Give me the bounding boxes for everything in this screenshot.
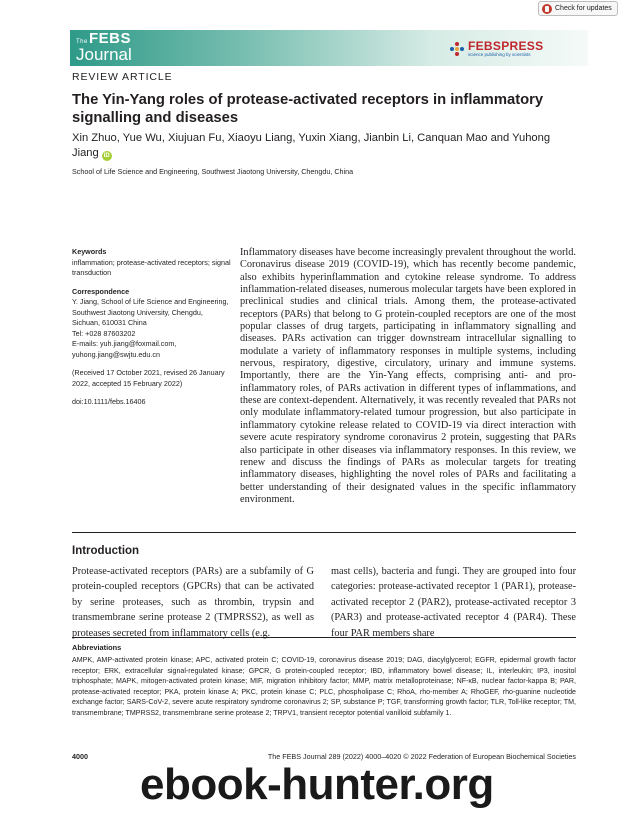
correspondence-tel: Tel: +028 87603202 bbox=[72, 328, 136, 338]
correspondence-address: Y. Jiang, School of Life Science and Engineering, Southwest Jiaotong University, Chengdu, Sichuan, 610031 China bbox=[72, 297, 229, 327]
divider bbox=[72, 637, 576, 638]
introduction-heading: Introduction bbox=[72, 545, 140, 557]
journal-logo bbox=[76, 31, 132, 63]
watermark: ebook-hunter.org bbox=[140, 760, 494, 809]
doi-link[interactable]: doi:10.1111/febs.16406 bbox=[72, 397, 146, 406]
check-for-updates-button[interactable] bbox=[538, 1, 618, 16]
abbreviations-text: AMPK, AMP-activated protein kinase; APC, activated protein C; COVID-19, coronavirus disease 2019; DAG, diacylglycerol; EGFR, epidermal growth factor receptor; ERK, extracellular signal-regulated kinase; GPCR, G protein-coupled receptor; IBD, inflammatory bowel disease; IL, interleukin; IP3, inositol triphosphate; MAPK, mitogen-activated protein kinase; MIF, migration inhibitory factor; MMP, matrix metalloproteinase; NF-κB, nuclear factor-kappa B; PAR, protease-activated receptor; PKA, protein kinase A; PKC, protein kinase C; PLC, phospholipase C; RhoA, rho-member A; RhoGEF, rho-guanine nucleotide exchange factor; SARS-CoV-2, severe acute respiratory syndrome coronavirus 2; SP, substance P; TGF, transforming growth factor; TLR, Toll-like receptor; TM, transmembrane; TMPRSS2, transmembrane serine protease 2; TRPV1, transient receptor potential vanilloid subfamily 1. bbox=[72, 656, 576, 717]
journal-logo-the: The bbox=[76, 39, 88, 45]
author-names: Xin Zhuo, Yue Wu, Xiujuan Fu, Xiaoyu Liang, Yuxin Xiang, Jianbin Li, Canquan Mao and Yuhong Jiang bbox=[72, 132, 551, 159]
orcid-icon[interactable]: iD bbox=[103, 153, 110, 159]
publisher-logo bbox=[450, 40, 543, 58]
publisher-tagline: science publishing by scientists bbox=[468, 52, 531, 57]
author-list bbox=[72, 131, 552, 161]
correspondence-emails[interactable]: E-mails: yuh.jiang@foxmail.com, yuhong.jiang@swjtu.edu.cn bbox=[72, 339, 177, 359]
journal-logo-journal: Journal bbox=[76, 45, 132, 64]
introduction-column-2: mast cells), bacteria and fungi. They are grouped into four categories: protease-activated receptor 1 (PAR1), protease-activated receptor 2 (PAR2), protease-activated receptor 3 (PAR3) and protease-activated receptor 4 (PAR4). These four PAR members share bbox=[331, 566, 576, 639]
correspondence-heading: Correspondence bbox=[72, 286, 130, 296]
update-icon bbox=[542, 4, 552, 14]
journal-logo-febs: FEBS bbox=[89, 30, 132, 47]
febs-press-dots-icon bbox=[450, 42, 464, 56]
received-dates: (Received 17 October 2021, revised 26 January 2022, accepted 15 February 2022) bbox=[72, 368, 225, 388]
article-title: The Yin-Yang roles of protease-activated receptors in inflammatory signalling and diseases bbox=[72, 92, 544, 126]
article-type: REVIEW ARTICLE bbox=[72, 71, 173, 83]
keywords-text: inflammation; protease-activated receptors; signal transduction bbox=[72, 257, 231, 277]
affiliation: School of Life Science and Engineering, Southwest Jiaotong University, Chengdu, China bbox=[72, 167, 354, 176]
keywords-heading: Keywords bbox=[72, 247, 107, 256]
divider bbox=[72, 532, 576, 533]
check-for-updates-label: Check for updates bbox=[555, 5, 612, 12]
abstract: Inflammatory diseases have become increasingly prevalent throughout the world. Coronavirus disease 2019 (COVID-19), which has recently become pandemic, also exhibits hyperinflammation and cytokine release syndrome. To address inflammation-related diseases, numerous molecular targets have been explored in preclinical studies and clinical trials. Among them, the protease-activated receptors (PARs) that belong to G protein-coupled receptors are one of the most popular classes of drug targets, participating in inflammatory signalling and diseases. PARs activation can trigger downstream intracellular signalling to modulate a variety of inflammatory responses in multiple systems, including nervous, respiratory, digestive, circulatory, urinary and immune systems. Importantly, there are the Yin-Yang effects, comprising anti- and pro-inflammatory roles, of PARs activation in different types of inflammations, and these are context-dependent. Alternatively, it was recently revealed that PARs not only modulate inflammatory-related tumour progression, but also participate in inflammatory cytokine release related to COVID-19 via direct interaction with severe acute respiratory syndrome coronavirus 2 protein, suggesting that PARs also participate in other diseases via inflammatory responses. In this review, we renew and discuss the findings of PARs as molecular targets for treating inflammatory diseases, highlighting the novel roles of PARs and facilitating a better understanding of their designated values in the specific inflammatory environment. bbox=[240, 247, 576, 505]
page-number: 4000 bbox=[72, 752, 88, 761]
article-metadata bbox=[72, 247, 232, 408]
citation-footer: The FEBS Journal 289 (2022) 4000–4020 © 2022 Federation of European Biochemical Societies bbox=[267, 752, 576, 761]
abbreviations-heading: Abbreviations bbox=[72, 643, 122, 652]
introduction-column-1: Protease-activated receptors (PARs) are a subfamily of G protein-coupled receptors (GPCRs) that can be activated by serine proteases, such as thrombin, trypsin and transmembrane serine protease 2 (TMPRSS2), as well as proteases secreted from inflammatory cells (e.g. bbox=[72, 566, 314, 639]
publisher-name: FEBSPRESS bbox=[468, 39, 544, 53]
